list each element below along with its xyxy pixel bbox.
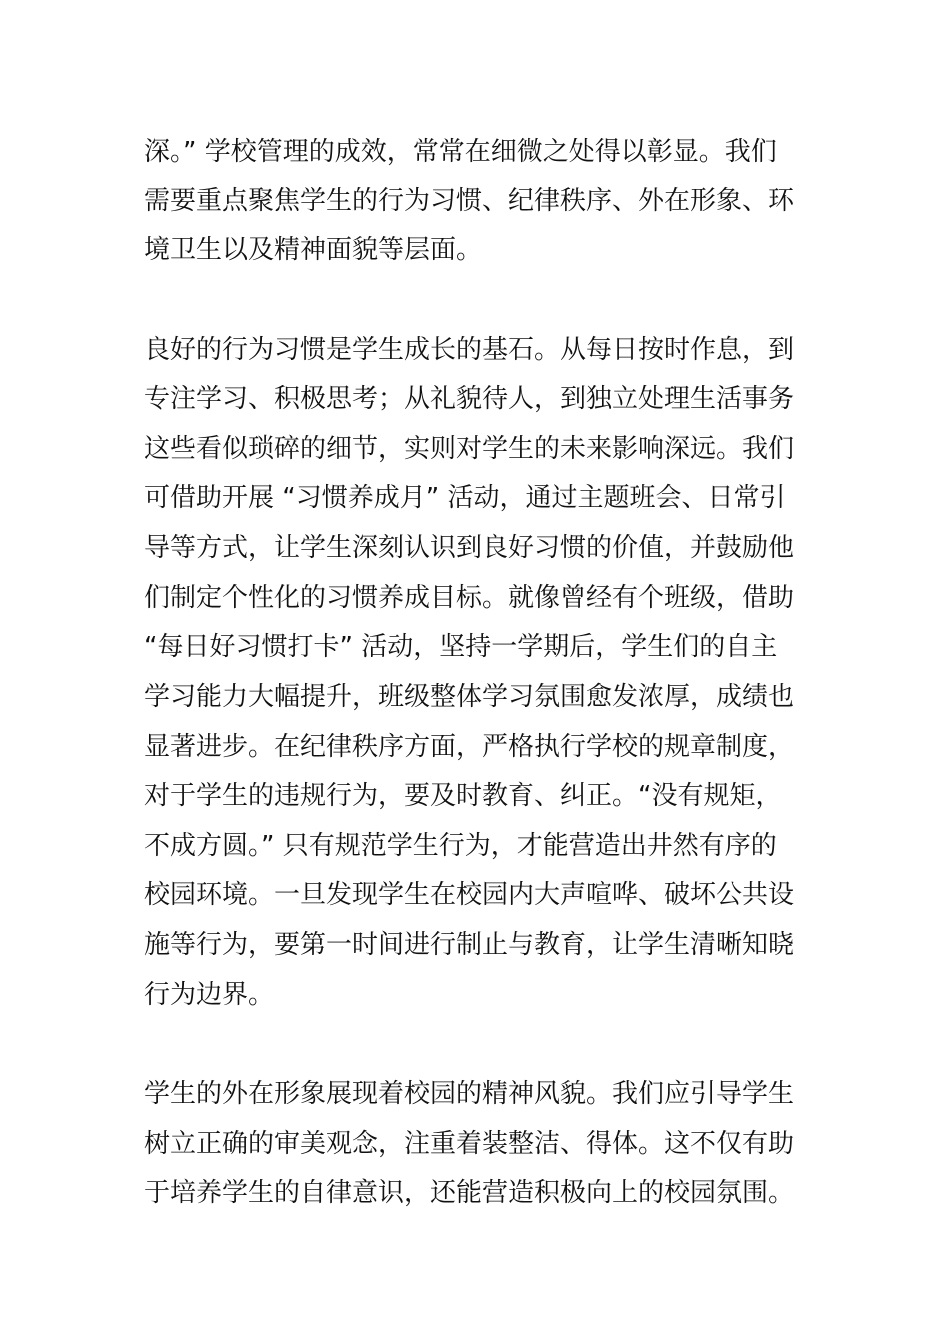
text-line: 们制定个性化的习惯养成目标。就像曾经有个班级，借助 [144, 583, 795, 613]
text-line: 不成方圆。” 只有规范学生行为，才能营造出井然有序的 [144, 831, 777, 861]
text-line: 可借助开展 “习惯养成月” 活动，通过主题班会、日常引 [144, 483, 786, 513]
text-line: 这些看似琐碎的细节，实则对学生的未来影响深远。我们 [144, 434, 795, 464]
text-line: 需要重点聚焦学生的行为习惯、纪律秩序、外在形象、环 [144, 186, 795, 216]
text-line: 显著进步。在纪律秩序方面，严格执行学校的规章制度， [144, 732, 795, 762]
text-line: 校园环境。一旦发现学生在校园内大声喧哗、破坏公共设 [144, 880, 795, 910]
text-line: 学生的外在形象展现着校园的精神风貌。我们应引导学生 [144, 1079, 795, 1109]
text-line: 对于学生的违规行为，要及时教育、纠正。“没有规矩， [144, 781, 782, 811]
text-line: 导等方式，让学生深刻认识到良好习惯的价值，并鼓励他 [144, 533, 795, 563]
text-line: 良好的行为习惯是学生成长的基石。从每日按时作息，到 [144, 335, 795, 365]
text-line: 深。” 学校管理的成效，常常在细微之处得以彰显。我们 [144, 137, 777, 167]
text-line: 学习能力大幅提升，班级整体学习氛围愈发浓厚，成绩也 [144, 682, 795, 712]
text-line: 施等行为，要第一时间进行制止与教育，让学生清晰知晓 [144, 930, 795, 960]
text-line: 境卫生以及精神面貌等层面。 [144, 235, 483, 265]
text-line: 专注学习、积极思考；从礼貌待人，到独立处理生活事务 [144, 384, 795, 414]
text-line: 于培养学生的自律意识，还能营造积极向上的校园氛围。 [144, 1178, 795, 1208]
text-line: 行为边界。 [144, 980, 275, 1010]
text-line: “每日好习惯打卡” 活动，坚持一学期后，学生们的自主 [144, 632, 778, 662]
text-line: 树立正确的审美观念，注重着装整洁、得体。这不仅有助 [144, 1129, 795, 1159]
